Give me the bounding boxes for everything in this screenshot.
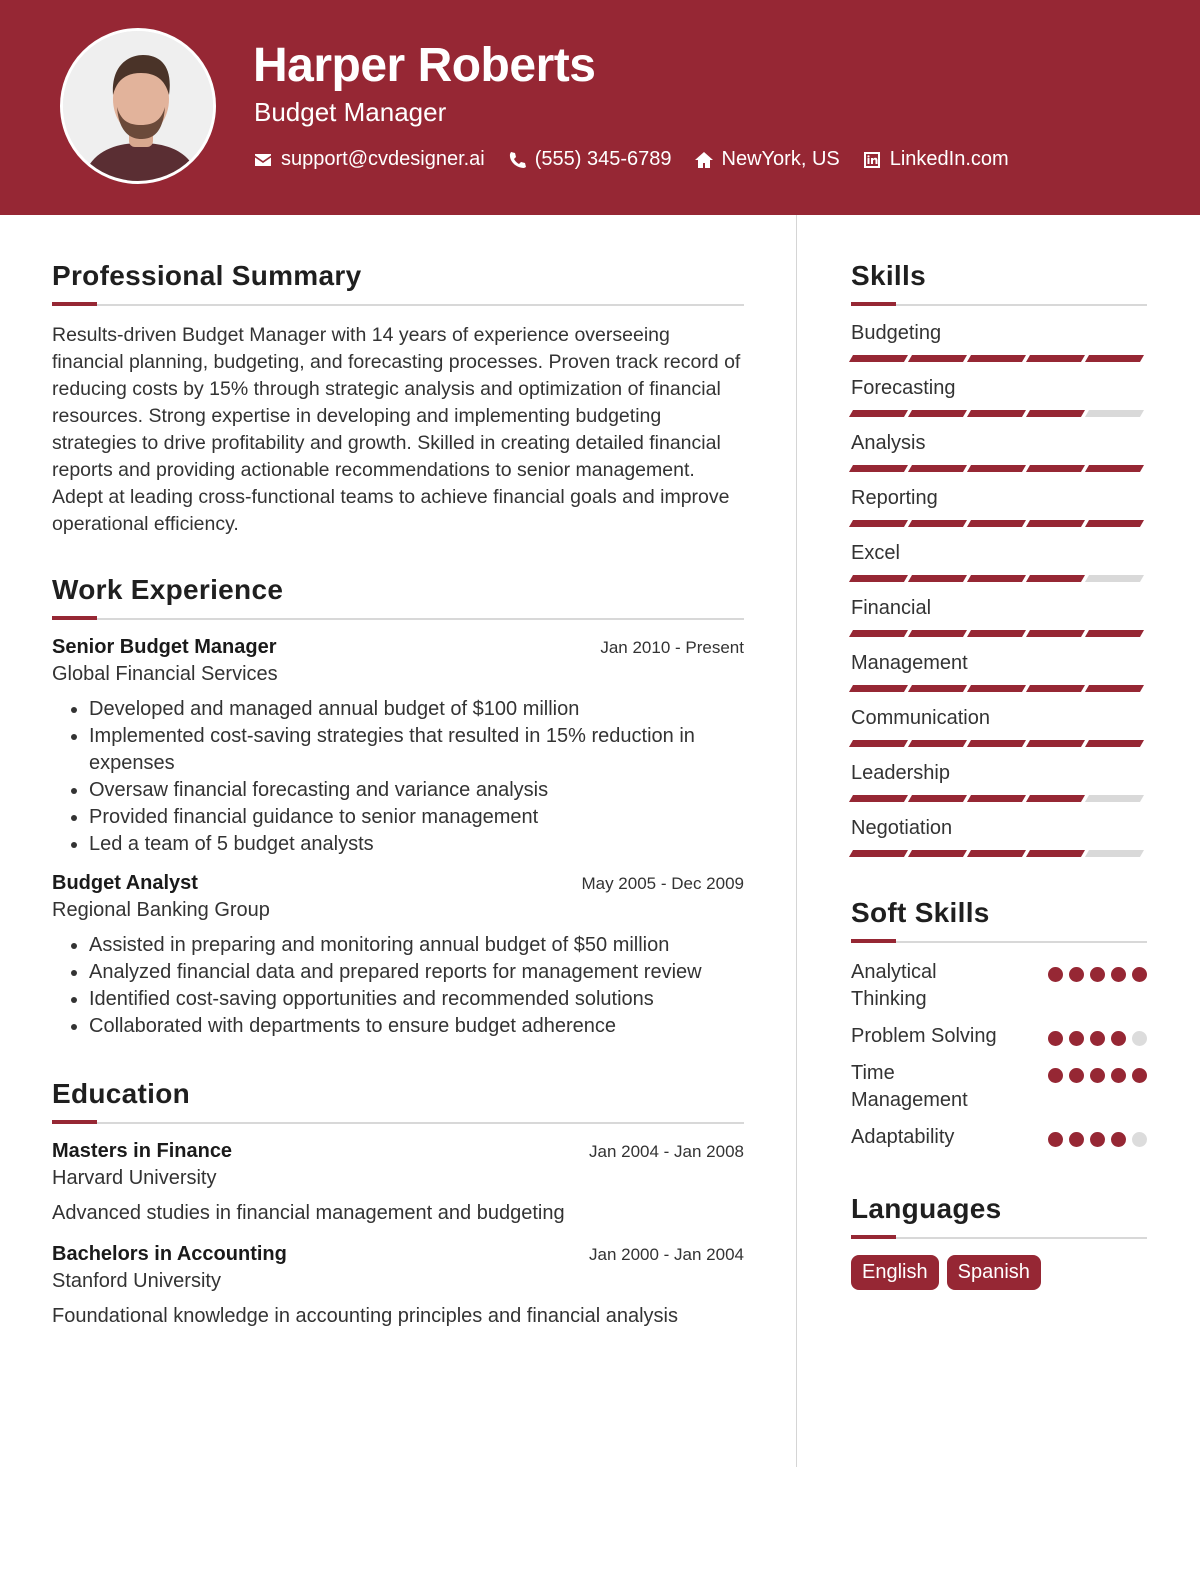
rating-dot — [1069, 1068, 1084, 1083]
education-header-row — [52, 1140, 744, 1163]
job-bullet: • Implemented cost-saving strategies that resulted in 15% reduction in expenses — [89, 723, 744, 777]
candidate-name: Harper Roberts — [253, 39, 596, 92]
skill-level-segment — [1026, 355, 1085, 362]
skill-level-segment — [1085, 850, 1144, 857]
skill-name: Leadership — [851, 762, 950, 784]
phone-icon — [507, 150, 527, 170]
rating-dot — [1132, 1132, 1147, 1147]
soft-skill-item — [851, 1124, 1147, 1151]
skill-level-bar — [851, 740, 1147, 747]
skill-name: Negotiation — [851, 817, 953, 839]
skill-level-segment — [1026, 465, 1085, 472]
skill-level-segment — [1026, 575, 1085, 582]
accent-bar — [851, 302, 896, 306]
experience-heading-block — [52, 574, 744, 620]
skill-item — [851, 597, 1147, 637]
skill-level-bar — [851, 795, 1147, 802]
skill-level-segment — [908, 850, 967, 857]
rating-dot — [1048, 1068, 1063, 1083]
job-bullet-list — [52, 696, 744, 858]
skill-level-bar — [851, 630, 1147, 637]
skill-level-segment — [967, 575, 1026, 582]
skill-level-bar — [851, 410, 1147, 417]
rating-dot — [1090, 1132, 1105, 1147]
skill-level-segment — [967, 465, 1026, 472]
rating-dot — [1048, 1132, 1063, 1147]
skill-name: Analysis — [851, 432, 926, 454]
skills-heading-block — [851, 260, 1147, 306]
skill-level-segment — [908, 355, 967, 362]
skill-level-segment — [849, 575, 908, 582]
rating-dot — [1069, 1031, 1084, 1046]
rating-dot — [1048, 967, 1063, 982]
education-heading: Education — [52, 1078, 191, 1109]
contact-list — [253, 148, 1009, 171]
experience-heading: Work Experience — [52, 574, 284, 605]
skill-level-segment — [908, 520, 967, 527]
skill-level-segment — [908, 740, 967, 747]
rating-dot — [1111, 967, 1126, 982]
soft-skill-rating — [1048, 1124, 1147, 1147]
skill-name: Communication — [851, 707, 990, 729]
skill-level-segment — [1085, 410, 1144, 417]
education-school: Harvard University — [52, 1167, 217, 1189]
job-bullet: • Collaborated with departments to ensure budget adherence — [89, 1013, 744, 1040]
contact-linkedin-text: LinkedIn.com — [889, 148, 1009, 170]
job-bullet: • Analyzed financial data and prepared reports for management review — [89, 959, 744, 986]
rating-dot — [1090, 1068, 1105, 1083]
education-school: Stanford University — [52, 1270, 221, 1292]
skill-name: Management — [851, 652, 968, 674]
job-header-row — [52, 872, 744, 895]
candidate-title: Budget Manager — [254, 97, 447, 127]
skill-level-segment — [908, 465, 967, 472]
job-header-row — [52, 636, 744, 659]
contact-location-text: NewYork, US — [721, 148, 840, 170]
rating-dot — [1048, 1031, 1063, 1046]
rating-dot — [1090, 1031, 1105, 1046]
job-company: Regional Banking Group — [52, 899, 270, 921]
soft-skill-item — [851, 1060, 1147, 1114]
skill-item — [851, 707, 1147, 747]
contact-phone-text: (555) 345-6789 — [534, 148, 672, 170]
skill-level-segment — [1085, 355, 1144, 362]
skill-level-segment — [967, 740, 1026, 747]
accent-bar — [52, 616, 97, 620]
skill-item — [851, 377, 1147, 417]
resume-header — [0, 0, 1200, 215]
language-list — [851, 1255, 1147, 1290]
education-header-row — [52, 1243, 744, 1266]
language-badge: Spanish — [947, 1255, 1041, 1290]
summary-text: Results-driven Budget Manager with 14 years of experience overseeing financial planning, budgeting, and forecasting processes. Proven track record of reducing costs by 15% through strategic analysis and optimization of financial resources. Strong expertise in developing and implementing budgeting strategies to drive profitability and growth. Skilled in creating detailed financial reports and providing actionable recommendations to senior management. Adept at leading cross-functional teams to achieve financial goals and improve operational efficiency. — [52, 324, 741, 535]
skill-level-segment — [849, 465, 908, 472]
education-heading-block — [52, 1078, 744, 1124]
skill-level-segment — [1085, 575, 1144, 582]
job-bullet: • Identified cost-saving opportunities and recommended solutions — [89, 986, 744, 1013]
skill-item — [851, 817, 1147, 857]
skill-name: Forecasting — [851, 377, 956, 399]
soft-skill-name: Adaptability — [851, 1126, 955, 1148]
skill-level-segment — [967, 795, 1026, 802]
education-section — [52, 1078, 744, 1328]
skill-level-bar — [851, 850, 1147, 857]
skill-level-bar — [851, 520, 1147, 527]
skill-name: Reporting — [851, 487, 938, 509]
education-entry — [52, 1140, 744, 1225]
skill-level-segment — [1026, 685, 1085, 692]
skill-level-segment — [908, 795, 967, 802]
job-entry — [52, 636, 744, 858]
skills-heading: Skills — [851, 260, 926, 291]
skill-level-segment — [849, 520, 908, 527]
skill-name: Excel — [851, 542, 900, 564]
job-role: Budget Analyst — [52, 872, 198, 894]
job-list — [52, 636, 744, 1040]
skill-level-segment — [1085, 740, 1144, 747]
contact-location — [694, 148, 840, 171]
skill-level-segment — [1085, 630, 1144, 637]
soft-skill-rating — [1048, 1060, 1147, 1083]
rating-dot — [1132, 1031, 1147, 1046]
soft-skill-list — [851, 959, 1147, 1151]
rating-dot — [1132, 967, 1147, 982]
skill-item — [851, 542, 1147, 582]
skill-level-segment — [849, 355, 908, 362]
rating-dot — [1111, 1068, 1126, 1083]
contact-email-text: support@cvdesigner.ai — [281, 148, 485, 170]
skill-level-segment — [849, 685, 908, 692]
skill-level-segment — [908, 630, 967, 637]
job-entry — [52, 872, 744, 1040]
rating-dot — [1111, 1031, 1126, 1046]
education-degree: Masters in Finance — [52, 1140, 233, 1162]
education-description: Advanced studies in financial management and budgeting — [52, 1202, 565, 1224]
soft-skill-item — [851, 1023, 1147, 1050]
skill-level-segment — [1085, 520, 1144, 527]
skill-level-segment — [849, 850, 908, 857]
accent-bar — [52, 302, 97, 306]
skill-name: Budgeting — [851, 322, 942, 344]
skill-level-bar — [851, 575, 1147, 582]
skill-level-bar — [851, 465, 1147, 472]
skill-name: Financial — [851, 597, 932, 619]
job-company: Global Financial Services — [52, 663, 278, 685]
skill-item — [851, 762, 1147, 802]
linkedin-icon — [862, 150, 882, 170]
soft-skill-rating — [1048, 959, 1147, 982]
sidebar-column — [851, 260, 1147, 1290]
soft-skill-name: Problem Solving — [851, 1025, 997, 1047]
home-icon — [694, 150, 714, 170]
soft-skills-heading-block — [851, 897, 1147, 943]
skill-item — [851, 652, 1147, 692]
accent-bar — [851, 1235, 896, 1239]
main-column — [52, 260, 744, 1346]
soft-skill-name: Analytical Thinking — [851, 961, 937, 1010]
soft-skills-heading: Soft Skills — [851, 897, 990, 928]
job-bullet: • Assisted in preparing and monitoring annual budget of $50 million — [89, 932, 744, 959]
job-bullet: • Developed and managed annual budget of $100 million — [89, 696, 744, 723]
skill-level-segment — [1085, 795, 1144, 802]
rating-dot — [1090, 967, 1105, 982]
skill-level-segment — [849, 795, 908, 802]
contact-linkedin[interactable] — [862, 148, 1009, 171]
skill-level-segment — [908, 410, 967, 417]
soft-skill-name: Time Management — [851, 1062, 968, 1111]
skill-list — [851, 322, 1147, 857]
skill-level-segment — [1026, 410, 1085, 417]
skill-level-segment — [1026, 630, 1085, 637]
language-badge: English — [851, 1255, 939, 1290]
soft-skill-item — [851, 959, 1147, 1013]
skill-level-segment — [967, 355, 1026, 362]
education-degree: Bachelors in Accounting — [52, 1243, 287, 1265]
skill-level-segment — [967, 520, 1026, 527]
profile-photo — [60, 28, 216, 184]
soft-skills-section — [851, 897, 1147, 1151]
summary-heading: Professional Summary — [52, 260, 362, 291]
languages-heading-block — [851, 1193, 1147, 1239]
job-bullet: • Led a team of 5 budget analysts — [89, 831, 744, 858]
contact-phone[interactable] — [507, 148, 672, 171]
rating-dot — [1111, 1132, 1126, 1147]
work-experience-section — [52, 574, 744, 1040]
education-dates: Jan 2000 - Jan 2004 — [588, 1245, 744, 1264]
skill-level-segment — [849, 740, 908, 747]
skill-level-segment — [908, 685, 967, 692]
skill-level-segment — [1026, 850, 1085, 857]
rating-dot — [1069, 967, 1084, 982]
skill-item — [851, 432, 1147, 472]
envelope-icon — [253, 150, 273, 170]
languages-section — [851, 1193, 1147, 1290]
education-dates: Jan 2004 - Jan 2008 — [588, 1142, 744, 1161]
summary-heading-block — [52, 260, 744, 306]
skill-level-segment — [849, 410, 908, 417]
education-list — [52, 1140, 744, 1328]
accent-bar — [52, 1120, 97, 1124]
skill-level-bar — [851, 685, 1147, 692]
column-divider — [796, 215, 797, 1467]
accent-bar — [851, 939, 896, 943]
person-icon — [63, 31, 216, 184]
skill-level-segment — [1026, 520, 1085, 527]
skill-level-segment — [1085, 685, 1144, 692]
skill-item — [851, 487, 1147, 527]
skill-level-segment — [967, 630, 1026, 637]
contact-email[interactable] — [253, 148, 485, 171]
languages-heading: Languages — [851, 1193, 1002, 1224]
skill-level-segment — [1085, 465, 1144, 472]
job-bullet-list — [52, 932, 744, 1040]
skill-level-segment — [1026, 795, 1085, 802]
job-dates: Jan 2010 - Present — [600, 638, 744, 657]
education-entry — [52, 1243, 744, 1328]
job-role: Senior Budget Manager — [52, 636, 277, 658]
rating-dot — [1132, 1068, 1147, 1083]
skill-level-segment — [967, 850, 1026, 857]
rating-dot — [1069, 1132, 1084, 1147]
skill-level-segment — [908, 575, 967, 582]
skills-section — [851, 260, 1147, 857]
skill-level-segment — [967, 410, 1026, 417]
skill-level-segment — [849, 630, 908, 637]
skill-level-segment — [1026, 740, 1085, 747]
skill-level-bar — [851, 355, 1147, 362]
soft-skill-rating — [1048, 1023, 1147, 1046]
education-description: Foundational knowledge in accounting principles and financial analysis — [52, 1305, 678, 1327]
job-dates: May 2005 - Dec 2009 — [581, 874, 744, 893]
job-bullet: • Provided financial guidance to senior management — [89, 804, 744, 831]
job-bullet: • Oversaw financial forecasting and variance analysis — [89, 777, 744, 804]
skill-level-segment — [967, 685, 1026, 692]
skill-item — [851, 322, 1147, 362]
